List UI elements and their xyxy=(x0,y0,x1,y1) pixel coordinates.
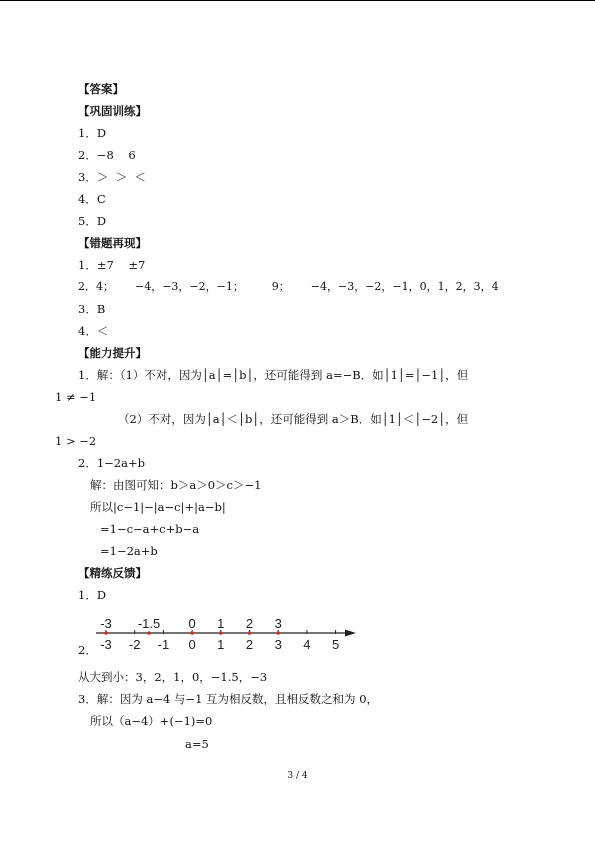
header-rule xyxy=(0,0,595,1)
axis-tick-label: 2 xyxy=(245,637,254,652)
improve-line: 1 ≠ −1 xyxy=(55,390,97,404)
errors-item: 3．B xyxy=(78,302,106,316)
errors-item: 2．4； −4，−3，−2，−1； 9； −4，−3，−2，−1，0，1，2，3，4 xyxy=(78,280,499,293)
practice-item: 5．D xyxy=(78,214,107,228)
improve-line: 解：由图可知：b＞a＞0＞c＞−1 xyxy=(90,478,262,492)
axis-tick-label: 0 xyxy=(188,637,196,652)
point-marker xyxy=(248,631,252,635)
number-line xyxy=(92,612,367,660)
improve-line: =1−2a+b xyxy=(100,544,158,558)
improve-line: 1．解：（1）不对，因为│a│=│b│，还可能得到 a=−B．如│1│=│−1│，但 xyxy=(78,368,469,382)
feedback-line: a=5 xyxy=(185,737,209,751)
axis-tick-label: 1 xyxy=(217,637,225,652)
feedback-line: 3．解：因为 a−4 与−1 互为相反数，且相反数之和为 0， xyxy=(78,692,379,706)
axis-tick-label: 3 xyxy=(274,637,282,652)
improve-line: 2．1−2a+b xyxy=(78,456,145,470)
errors-heading: 【错题再现】 xyxy=(78,236,147,250)
improve-line: =1−c−a+c+b−a xyxy=(100,522,200,536)
answer-heading: 【答案】 xyxy=(78,82,124,96)
page-number: 3 / 4 xyxy=(287,771,308,781)
axis-tick-label: 4 xyxy=(303,637,311,652)
feedback-heading: 【精练反馈】 xyxy=(78,566,147,580)
point-marker xyxy=(219,631,223,635)
practice-heading: 【巩固训练】 xyxy=(78,104,147,118)
feedback-line: 1．D xyxy=(78,588,107,602)
point-label: -1.5 xyxy=(137,616,161,631)
point-label: -3 xyxy=(100,616,112,631)
point-marker xyxy=(104,631,108,635)
improve-line: 1 > −2 xyxy=(55,434,97,448)
practice-item: 3．＞ ＞ ＜ xyxy=(78,170,146,184)
point-label: 0 xyxy=(188,616,196,631)
improve-line: 所以|c−1|−|a−c|+|a−b| xyxy=(90,500,226,514)
practice-item: 1．D xyxy=(78,126,107,140)
errors-item: 4．＜ xyxy=(78,324,109,338)
feedback-line: 所以（a−4）+(−1)=0 xyxy=(90,714,213,728)
point-label: 2 xyxy=(245,616,254,631)
feedback-line: 2． xyxy=(78,643,97,657)
axis-tick-label: -1 xyxy=(157,637,170,652)
errors-item: 1．±7 ±7 xyxy=(78,258,146,272)
practice-item: 4．C xyxy=(78,192,106,206)
feedback-line: 从大到小：3，2，1，0，−1.5，−3 xyxy=(78,670,268,684)
point-label: 1 xyxy=(217,616,225,631)
axis-tick-label: -3 xyxy=(100,637,112,652)
point-marker xyxy=(147,631,151,635)
axis-tick-label: 5 xyxy=(331,637,340,652)
point-marker xyxy=(190,631,194,635)
arrow-head xyxy=(345,630,356,637)
improve-heading: 【能力提升】 xyxy=(78,346,147,360)
improve-line: （2）不对，因为│a│＜│b│，还可能得到 a＞B．如│1│＜│−2│，但 xyxy=(118,412,469,426)
practice-item: 2．−8 6 xyxy=(78,148,136,162)
axis-tick-label: -2 xyxy=(128,637,141,652)
point-label: 3 xyxy=(274,616,282,631)
point-marker xyxy=(276,631,280,635)
